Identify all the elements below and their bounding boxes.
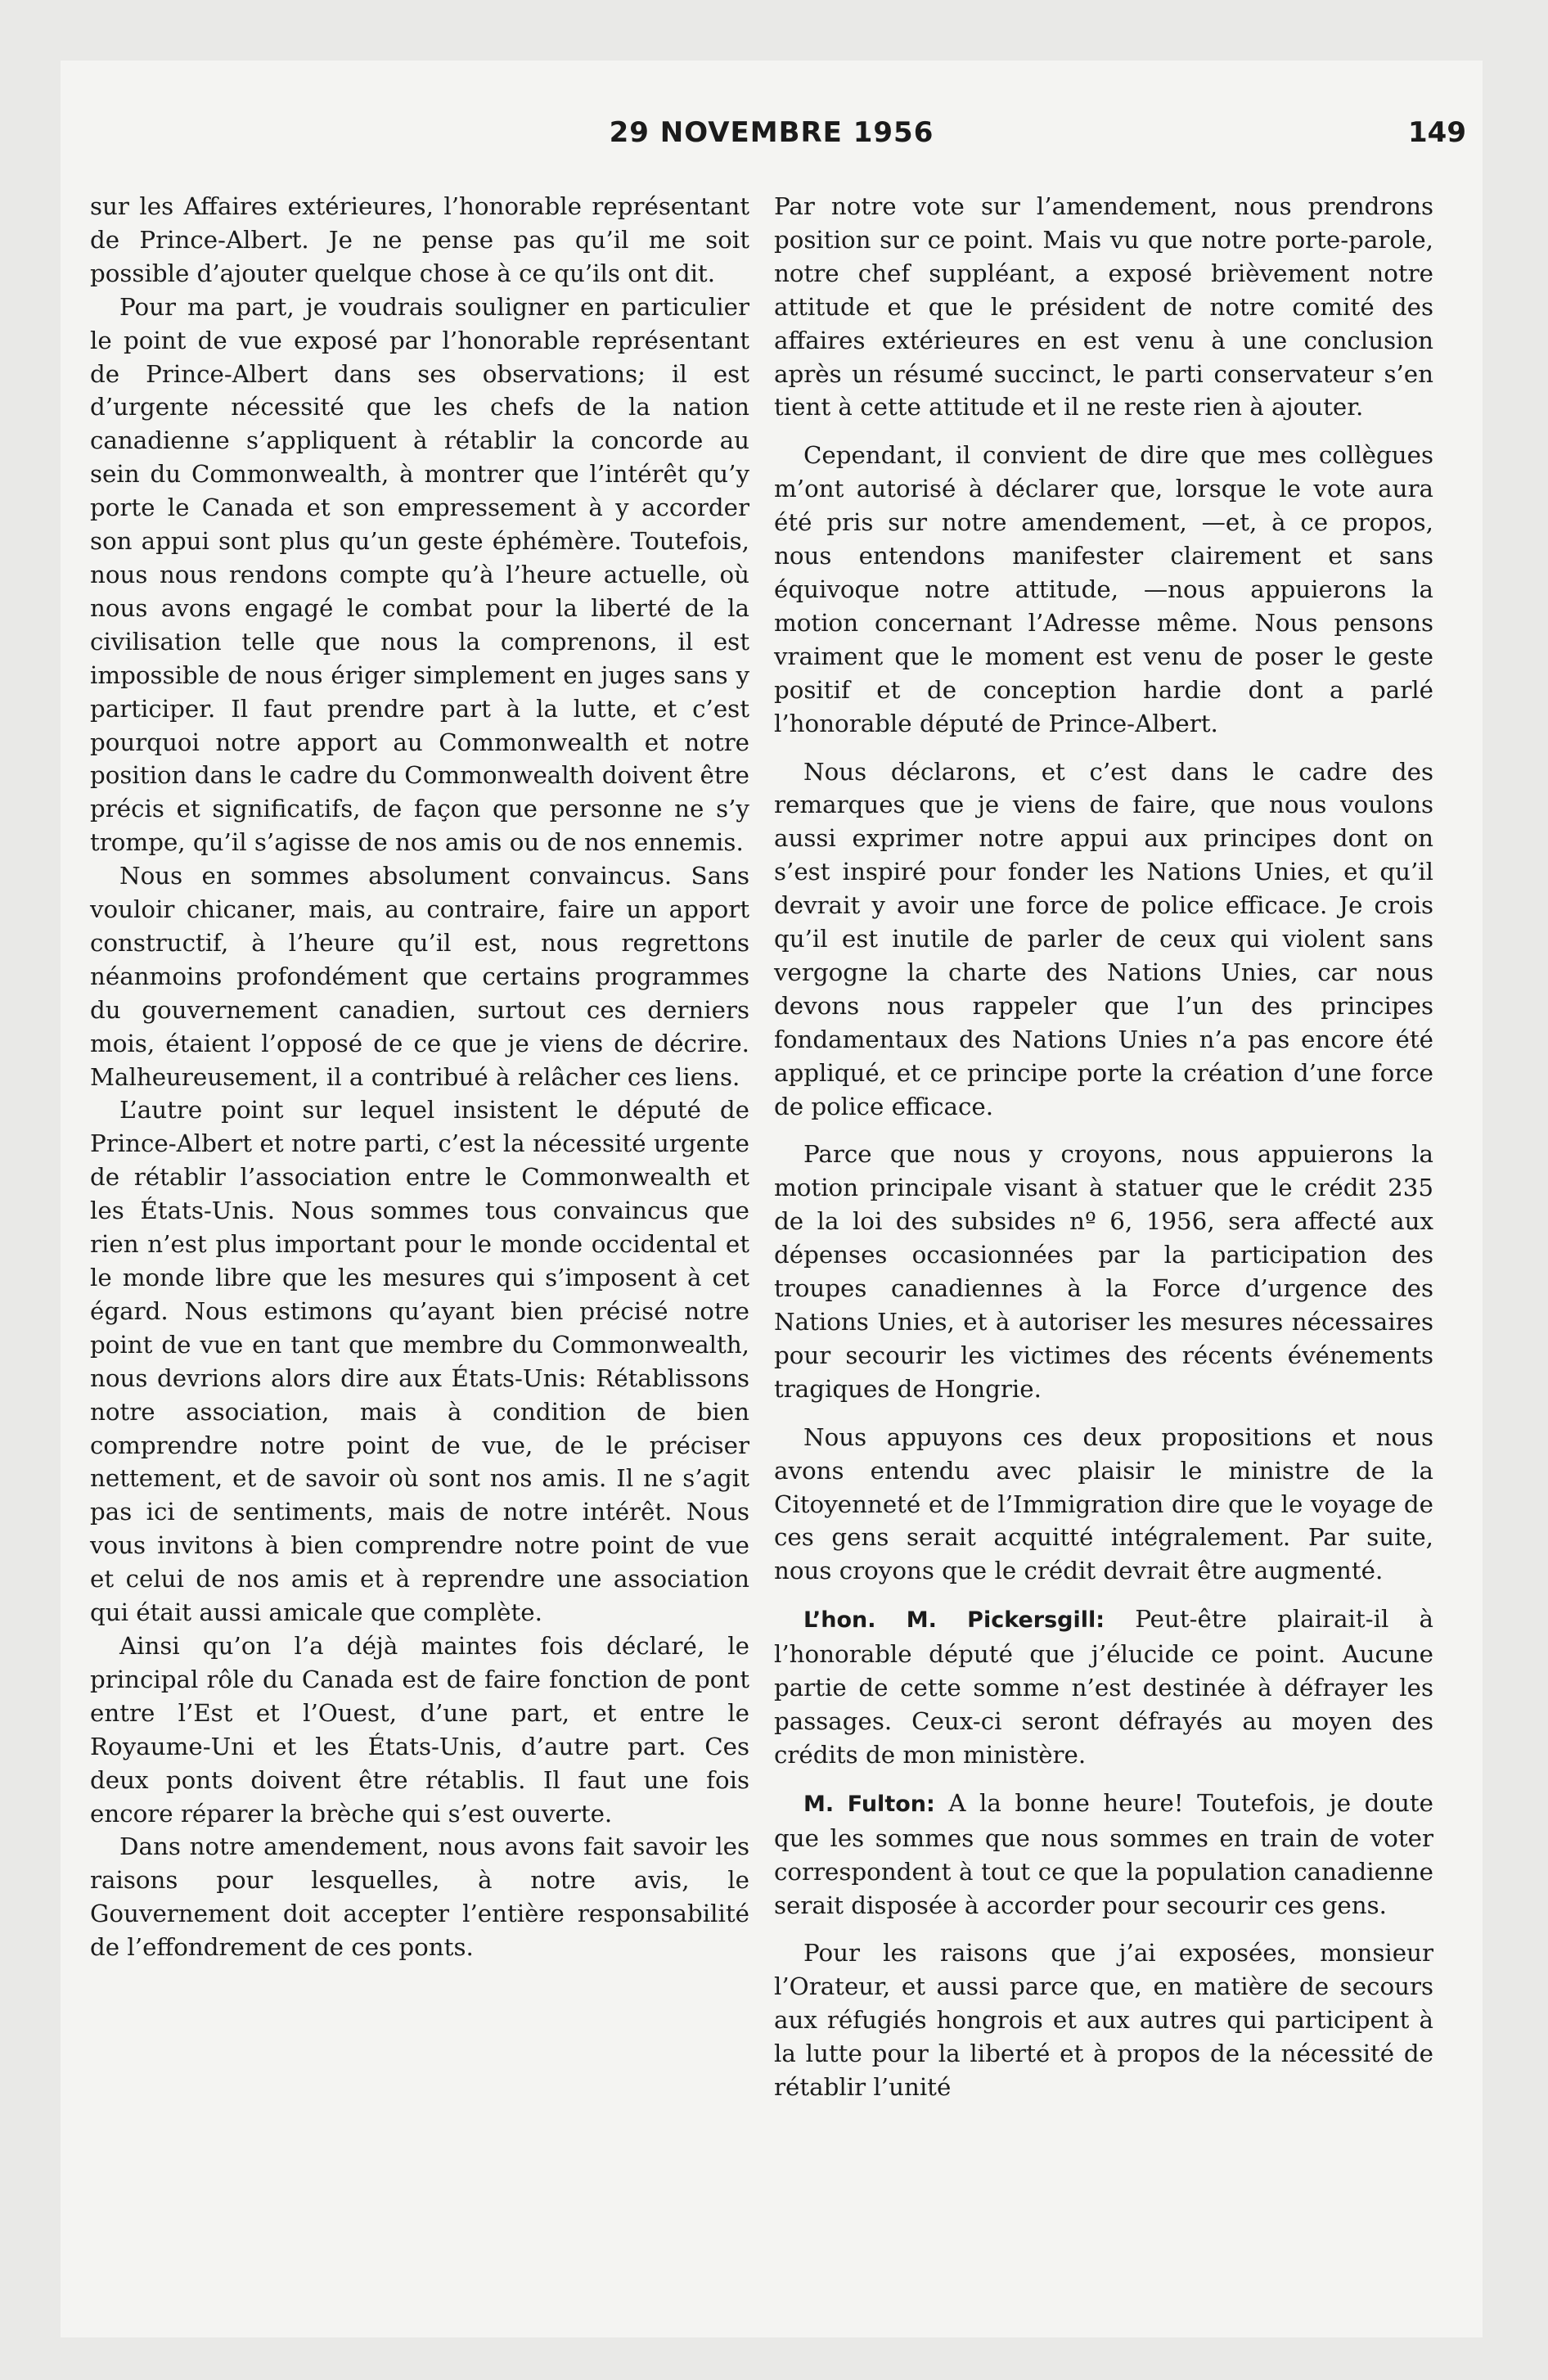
document-page — [61, 61, 1483, 2337]
speech-text: A la bonne heure! Toutefois, je doute que les sommes que nous sommes en train de voter correspondent à tout ce que la population canadienne serait disposée à accorder pour secourir ces gens. — [774, 1788, 1434, 1919]
page-number: 149 — [1408, 116, 1466, 149]
speaker-name: L’hon. M. Pickersgill: — [803, 1607, 1105, 1634]
paragraph: Pour les raisons que j’ai exposées, monsieur l’Orateur, et aussi parce que, en matière de secours aux réfugiés hongrois et aux autres qui participent à la lutte pour la liberté et à propos de la nécessité de rétablir l’unité — [774, 1939, 1433, 2102]
paragraph: Ainsi qu’on l’a déjà maintes fois déclaré, le principal rôle du Canada est de faire fonction de pont entre l’Est et l’Ouest, d’une part, et entre le Royaume-Uni et les États-Unis, d’autre part. Ces deux ponts doivent être rétablis. Il faut une fois encore réparer la brèche qui s’est ouverte. — [90, 1631, 749, 1828]
paragraph: L’autre point sur lequel insistent le député de Prince-Albert et notre parti, c’est la nécessité urgente de rétablir l’association entre le Commonwealth et les États-Unis. Nous sommes tous convaincus que rien n’est plus important pour le monde occidental et le monde libre que les mesures qui s’imposent à cet égard. Nous estimons qu’ayant bien précisé notre point de vue en tant que membre du Commonwealth, nous devrions alors dire aux États-Unis: Rétablissons notre association, mais à condition de bien comprendre notre point de vue, de le préciser nettement, et de savoir où sont nos amis. Il ne s’agit pas ici de sentiments, mais de notre intérêt. Nous vous invitons à bien comprendre notre point de vue et celui de nos amis et à reprendre une association qui était aussi amicale que complète. — [90, 1096, 749, 1627]
paragraph: Nous en sommes absolument convaincus. Sans vouloir chicaner, mais, au contraire, faire un apport constructif, à l’heure qu’il est, nous regrettons néanmoins profondément que certains programmes du gouvernement canadien, surtout ces derniers mois, étaient l’opposé de ce que je viens de décrire. Malheureusement, il a contribué à relâcher ces liens. — [90, 862, 749, 1091]
speech — [774, 1787, 1433, 1922]
speaker-name: M. Fulton: — [803, 1791, 935, 1817]
paragraph: Par notre vote sur l’amendement, nous prendrons position sur ce point. Mais vu que notre porte-parole, notre chef suppléant, a exposé brièvement notre attitude et que le président de notre comité des affaires extérieures en est venu à une conclusion après un résumé succinct, le parti conservateur s’en tient à cette attitude et il ne reste rien à ajouter. — [774, 192, 1433, 421]
paragraph: Parce que nous y croyons, nous appuierons la motion principale visant à statuer que le crédit 235 de la loi des subsides nº 6, 1956, sera affecté aux dépenses occasionnées par la participation des troupes canadiennes à la Force d’urgence des Nations Unies, et à autoriser les mesures nécessaires pour secourir les victimes des récents événements tragiques de Hongrie. — [774, 1140, 1433, 1403]
paragraph: Pour ma part, je voudrais souligner en particulier le point de vue exposé par l’honorable représentant de Prince-Albert dans ses observations; il est d’urgente nécessité que les chefs de la nation canadienne s’appliquent à rétablir la concorde au sein du Commonwealth, à montrer que l’intérêt qu’y porte le Canada et son empressement à y accorder son appui sont plus qu’un geste éphémère. Toutefois, nous nous rendons compte qu’à l’heure actuelle, où nous avons engagé le combat pour la liberté de la civilisation telle que nous la comprenons, il est impossible de nous ériger simplement en juges sans y participer. Il faut prendre part à la lutte, et c’est pourquoi notre apport au Commonwealth et notre position dans le cadre du Commonwealth doivent être précis et significatifs, de façon que personne ne s’y trompe, qu’il s’agisse de nos amis ou de nos ennemis. — [90, 292, 749, 857]
paragraph: Nous déclarons, et c’est dans le cadre des remarques que je viens de faire, que nous voulons aussi exprimer notre appui aux principes dont on s’est inspiré pour fonder les Nations Unies, et qu’il devrait y avoir une force de police efficace. Je crois qu’il est inutile de parler de ceux qui violent sans vergogne la charte des Nations Unies, car nous devons nous rappeler que l’un des principes fondamentaux des Nations Unies n’a pas encore été appliqué, et ce principe porte la création d’une force de police efficace. — [774, 757, 1433, 1120]
paragraph: Nous appuyons ces deux propositions et nous avons entendu avec plaisir le ministre de la Citoyenneté et de l’Immigration dire que le voyage de ces gens serait acquitté intégralement. Par suite, nous croyons que le crédit devrait être augmenté. — [774, 1422, 1433, 1585]
paragraph: Dans notre amendement, nous avons fait savoir les raisons pour lesquelles, à notre avis, le Gouvernement doit accepter l’entière responsabilité de l’effondrement de ces ponts. — [90, 1832, 749, 1962]
paragraph: sur les Affaires extérieures, l’honorable représentant de Prince-Albert. Je ne pense pas qu’il me soit possible d’ajouter quelque chose à ce qu’ils ont dit. — [90, 192, 749, 287]
header-date: 29 NOVEMBRE 1956 — [609, 116, 934, 149]
speech-text: Peut-être plairait-il à l’honorable député que j’élucide ce point. Aucune partie de cette somme n’est destinée à défrayer les passages. Ceux-ci seront défrayés au moyen des crédits de mon ministère. — [774, 1605, 1433, 1769]
page-header — [61, 116, 1483, 159]
left-column — [90, 190, 749, 1964]
paragraph: Cependant, il convient de dire que mes collègues m’ont autorisé à déclarer que, lorsque le vote aura été pris sur notre amendement, —et, à ce propos, nous entendons manifester clairement et sans équivoque notre attitude, —nous appuierons la motion concernant l’Adresse même. Nous pensons vraiment que le moment est venu de poser le geste positif et de conception hardie dont a parlé l’honorable député de Prince-Albert. — [774, 441, 1433, 737]
right-column — [774, 190, 1433, 2104]
speech — [774, 1602, 1433, 1772]
